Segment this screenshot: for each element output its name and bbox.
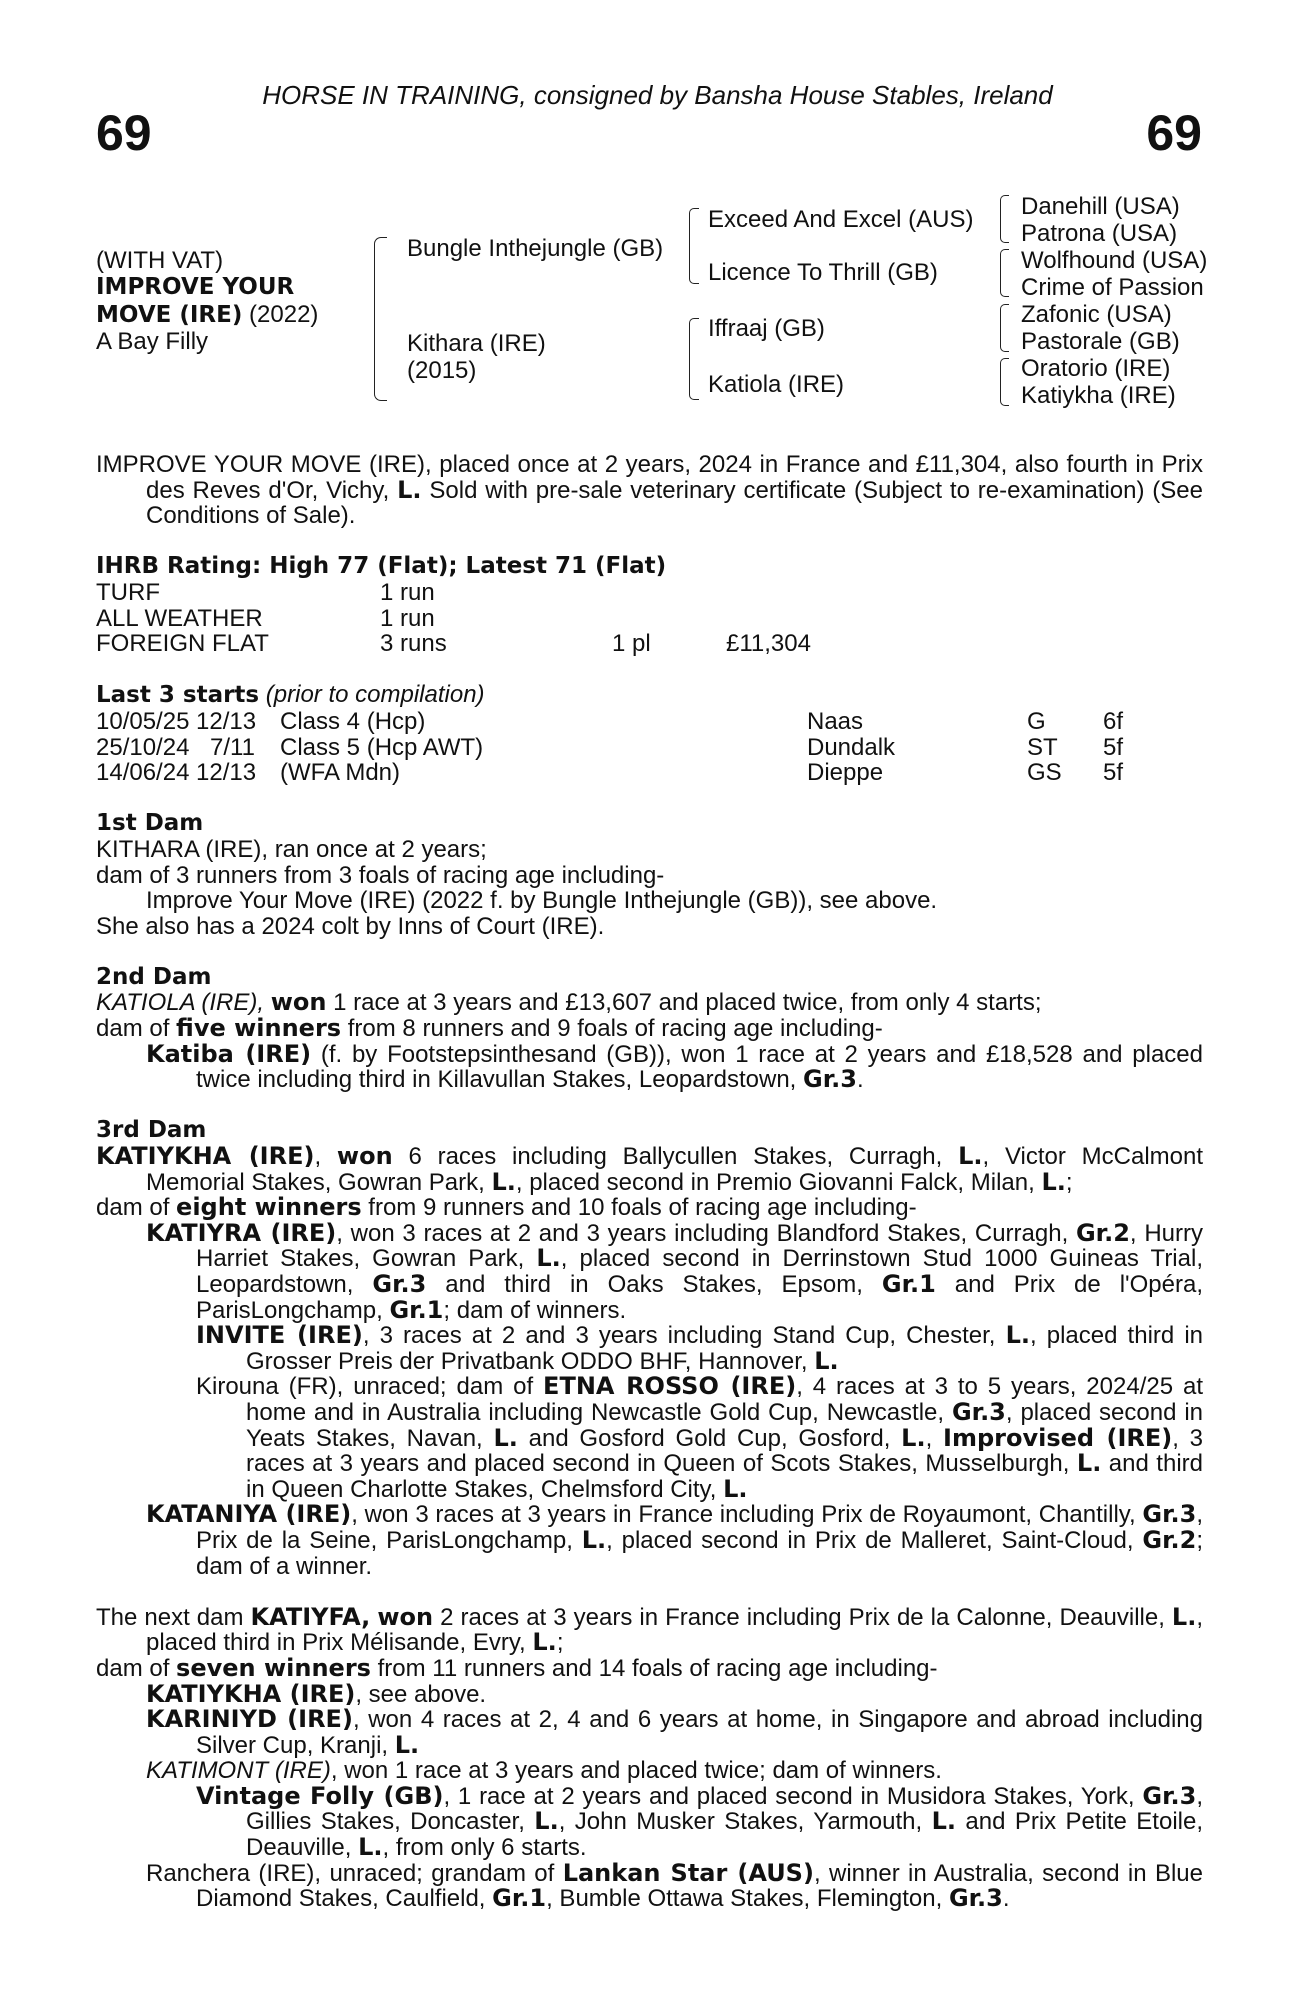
sire-sire: Exceed And Excel (AUS)	[708, 206, 974, 233]
sire-dam: Licence To Thrill (GB)	[708, 259, 938, 286]
rating-row: TURF 1 run	[96, 578, 435, 606]
first-dam-line: She also has a 2024 colt by Inns of Court (IRE).	[96, 912, 605, 940]
start-row: 14/06/24 12/13 (WFA Mdn) Dieppe GS 5f	[96, 759, 1124, 787]
first-dam-line: dam of 3 runners from 3 foals of racing age including-	[96, 861, 665, 889]
g-brace-1	[1000, 195, 1009, 243]
dam-sire: Iffraaj (GB)	[708, 315, 825, 342]
grandsire-2: Wolfhound (USA)	[1021, 247, 1208, 274]
g-brace-2	[1000, 249, 1009, 297]
third-dam-line: KATIYKHA (IRE), won 6 races including Ballycullen Stakes, Curragh, L., Victor McCalmont Memorial Stakes, Gowran Park, L., placed second in Premio Giovanni Falck, Milan, L.;	[96, 1142, 1204, 1196]
second-dam-line: dam of five winners from 8 runners and 9 foals of racing age including-	[96, 1014, 883, 1043]
grandsire-3: Zafonic (USA)	[1021, 301, 1172, 328]
vat-label: (WITH VAT)	[96, 247, 224, 274]
last-starts-heading: Last 3 starts (prior to compilation)	[96, 681, 485, 709]
second-dam-line: KATIOLA (IRE), won 1 race at 3 years and £13,607 and placed twice, from only 4 starts;	[96, 988, 1042, 1017]
third-dam-line: dam of eight winners from 9 runners and 10 foals of racing age including-	[96, 1193, 917, 1222]
first-dam-line: KITHARA (IRE), ran once at 2 years;	[96, 835, 487, 863]
last-starts-table	[96, 709, 1203, 786]
rating-heading: IHRB Rating: High 77 (Flat); Latest 71 (Flat)	[96, 553, 667, 580]
third-dam-grandproduce: Kirouna (FR), unraced; dam of ETNA ROSSO (IRE), 4 races at 3 to 5 years, 2024/25 at home and in Australia including Newcastle Gold Cup, Newcastle, Gr.3, placed second in Yeats Stakes, Navan, L. and Gosford Gold Cup, Gosford, L., Improvised (IRE), 3 races at 3 years and placed second in Queen of Scots Stakes, Musselburgh, L. and third in Queen Charlotte Stakes, Chelmsford City, L.	[196, 1372, 1204, 1503]
second-dam-produce: Katiba (IRE) (f. by Footstepsinthesand (GB)), won 1 race at 2 years and £18,528 and placed twice including third in Killavullan Stakes, Leopardstown, Gr.3.	[146, 1039, 1204, 1094]
g-brace-4	[1000, 358, 1009, 406]
g-brace-3	[1000, 304, 1009, 352]
next-dam-produce: Ranchera (IRE), unraced; grandam of Lankan Star (AUS), winner in Australia, second in Blue Diamond Stakes, Caulfield, Gr.1, Bumble Ottawa Stakes, Flemington, Gr.3.	[146, 1858, 1204, 1913]
catalogue-body	[96, 452, 1203, 1912]
grandsire-4: Oratorio (IRE)	[1021, 355, 1171, 382]
page-header: HORSE IN TRAINING, consigned by Bansha House Stables, Ireland	[262, 80, 1053, 110]
start-row: 25/10/24 7/11 Class 5 (Hcp AWT) Dundalk ST 5f	[96, 733, 1124, 761]
horse-name-bold: MOVE (IRE)	[96, 302, 243, 328]
next-dam-produce: KATIMONT (IRE), won 1 race at 3 years and placed twice; dam of winners.	[146, 1757, 942, 1785]
lot-number-right: 69	[1146, 105, 1202, 161]
summary-paragraph: IMPROVE YOUR MOVE (IRE), placed once at 2 years, 2024 in France and £11,304, also fourth in Prix des Reves d'Or, Vichy, L. Sold with pre-sale veterinary certificate (Subject to re-examination) (See Conditions of Sale).	[96, 451, 1204, 530]
granddam-3: Pastorale (GB)	[1021, 328, 1180, 355]
sire-brace	[689, 208, 699, 284]
next-dam-line: The next dam KATIYFA, won 2 races at 3 years in France including Prix de la Calonne, Deauville, L., placed third in Prix Mélisande, Evry, L.;	[96, 1602, 1203, 1657]
horse-year: (2022)	[249, 301, 319, 328]
third-dam-heading: 3rd Dam	[96, 1117, 207, 1144]
next-dam-produce: KARINIYD (IRE), won 4 races at 2, 4 and 6 years at home, in Singapore and abroad including Silver Cup, Kranji, L.	[146, 1705, 1204, 1759]
granddam-4: Katiykha (IRE)	[1021, 382, 1176, 409]
next-dam-grandproduce: Vintage Folly (GB), 1 race at 2 years and placed second in Musidora Stakes, York, Gr.3, Gillies Stakes, Doncaster, L., John Musker Stakes, Yarmouth, L. and Prix Petite Etoile, Deauville, L., from only 6 starts.	[196, 1781, 1203, 1862]
pedigree-chart	[0, 190, 1315, 420]
horse-description: A Bay Filly	[96, 328, 209, 355]
rating-row: FOREIGN FLAT 3 runs 1 pl £11,304	[96, 630, 811, 658]
start-row: 10/05/25 12/13 Class 4 (Hcp) Naas G 6f	[96, 707, 1124, 735]
rating-row: ALL WEATHER 1 run	[96, 604, 435, 632]
granddam-1: Patrona (USA)	[1021, 220, 1178, 247]
dam-dam: Katiola (IRE)	[708, 371, 845, 398]
dam-brace	[689, 318, 699, 400]
second-dam-heading: 2nd Dam	[96, 963, 212, 990]
first-dam-heading: 1st Dam	[96, 810, 204, 837]
first-dam-line: Improve Your Move (IRE) (2022 f. by Bungle Inthejungle (GB)), see above.	[146, 887, 938, 915]
third-dam-produce: KATANIYA (IRE), won 3 races at 3 years in France including Prix de Royaumont, Chantilly, Gr.3, Prix de la Seine, ParisLongchamp, L., placed second in Prix de Malleret, Saint-Cloud, Gr.2; dam of a winner.	[146, 1500, 1203, 1580]
next-dam-line: dam of seven winners from 11 runners and 14 foals of racing age including-	[96, 1653, 938, 1682]
horse-name-line2	[96, 301, 318, 329]
pedigree-brace-main	[374, 237, 387, 401]
next-dam-produce: KATIYKHA (IRE), see above.	[146, 1679, 487, 1708]
lot-number-left: 69	[96, 105, 152, 161]
third-dam-produce: KATIYRA (IRE), won 3 races at 2 and 3 years including Blandford Stakes, Curragh, Gr.2, Hurry Harriet Stakes, Gowran Park, L., placed second in Derrinstown Stud 1000 Guineas Trial, Leopardstown, Gr.3 and third in Oaks Stakes, Epsom, Gr.1 and Prix de l'Opéra, ParisLongchamp, Gr.1; dam of winners.	[146, 1218, 1203, 1324]
dam-year: (2015)	[407, 357, 477, 384]
sire: Bungle Inthejungle (GB)	[407, 235, 664, 262]
dam: Kithara (IRE)	[407, 330, 546, 357]
horse-name-line1: IMPROVE YOUR	[96, 274, 295, 300]
grandsire-1: Danehill (USA)	[1021, 193, 1180, 220]
third-dam-grandproduce: INVITE (IRE), 3 races at 2 and 3 years including Stand Cup, Chester, L., placed third in Grosser Preis der Privatbank ODDO BHF, Hannover, L.	[196, 1321, 1204, 1375]
granddam-2: Crime of Passion	[1021, 274, 1204, 301]
rating-table	[96, 580, 1203, 657]
